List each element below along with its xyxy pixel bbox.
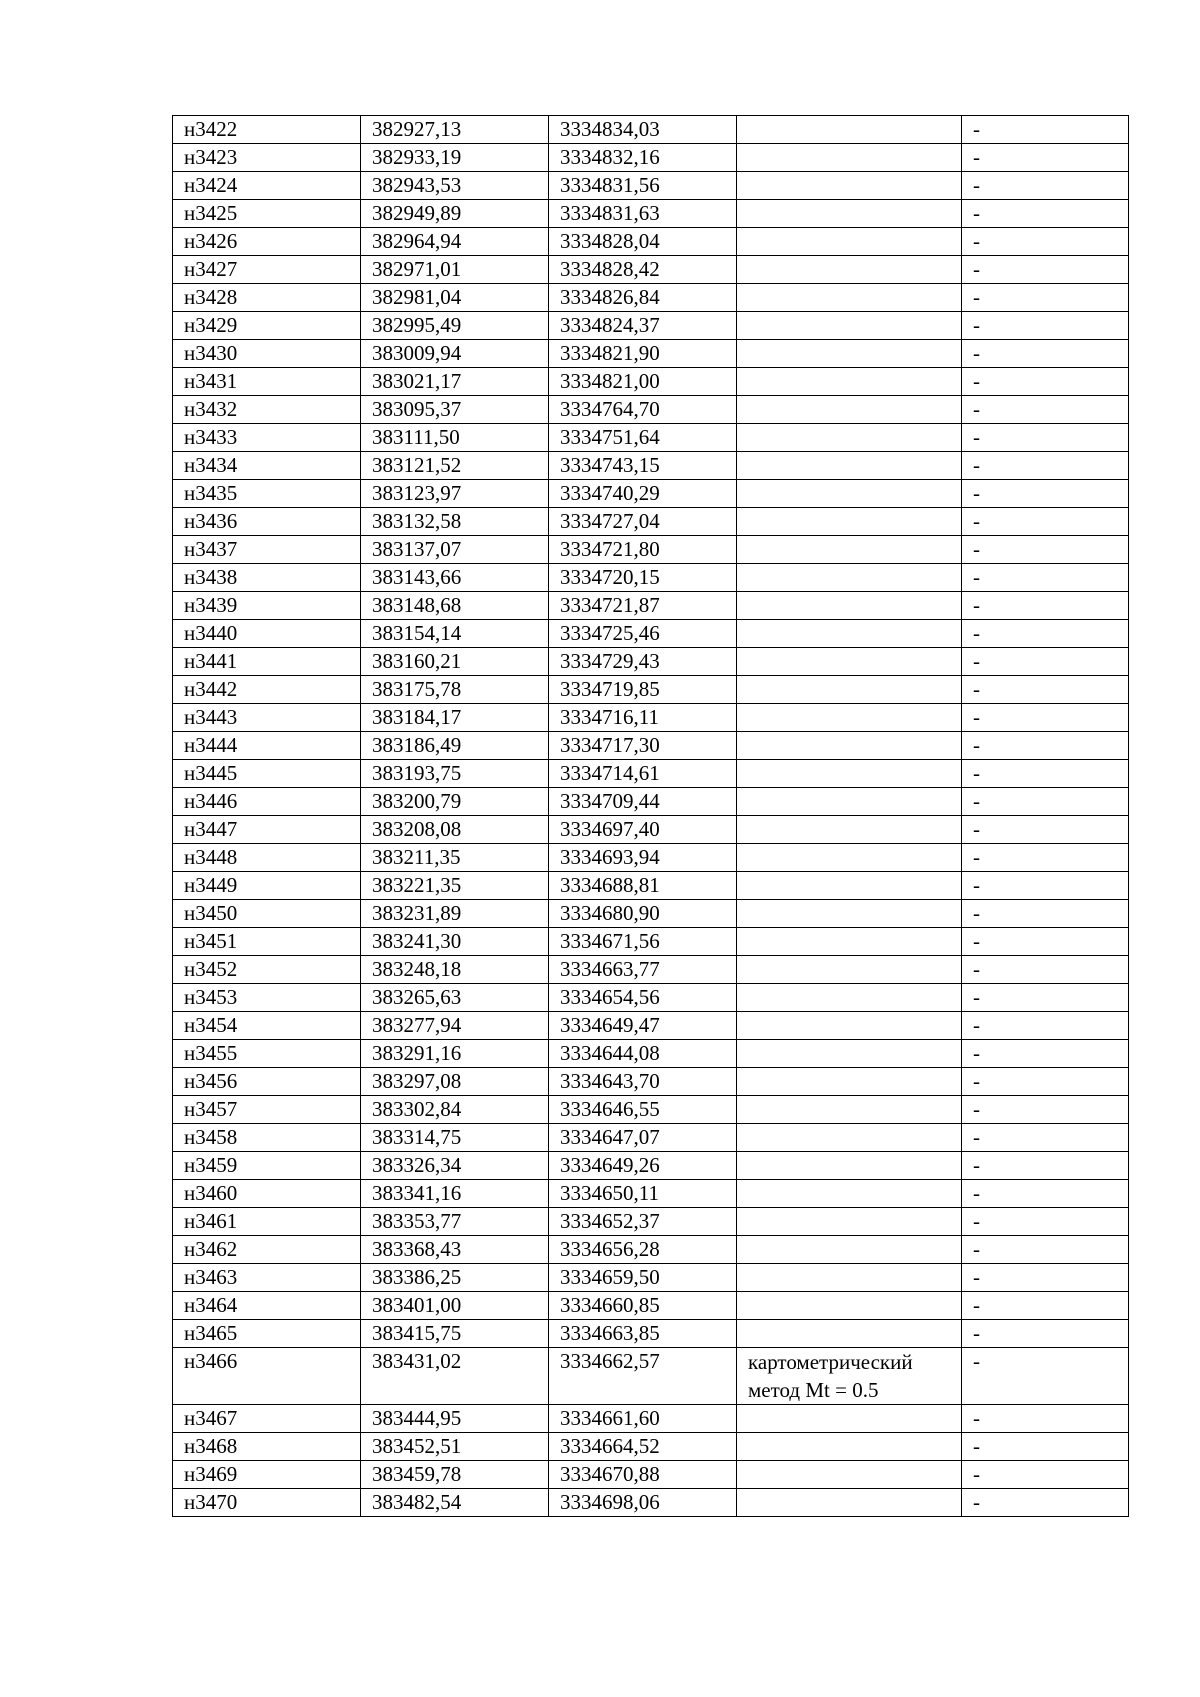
method-cell bbox=[737, 228, 962, 256]
x-coordinate-cell: 383021,17 bbox=[361, 368, 549, 396]
mark-cell: - bbox=[962, 1152, 1129, 1180]
x-coordinate-cell: 383341,16 bbox=[361, 1180, 549, 1208]
point-id-cell: н3423 bbox=[173, 144, 361, 172]
method-cell bbox=[737, 1012, 962, 1040]
mark-cell: - bbox=[962, 648, 1129, 676]
method-cell bbox=[737, 256, 962, 284]
mark-cell: - bbox=[962, 256, 1129, 284]
point-id-cell: н3437 bbox=[173, 536, 361, 564]
method-cell bbox=[737, 1124, 962, 1152]
mark-cell: - bbox=[962, 956, 1129, 984]
mark-cell: - bbox=[962, 788, 1129, 816]
x-coordinate-cell: 383386,25 bbox=[361, 1264, 549, 1292]
method-cell bbox=[737, 1320, 962, 1348]
method-cell bbox=[737, 116, 962, 144]
table-row bbox=[173, 1433, 1129, 1461]
table-row bbox=[173, 200, 1129, 228]
point-id-cell: н3456 bbox=[173, 1068, 361, 1096]
x-coordinate-cell: 383431,02 bbox=[361, 1348, 549, 1405]
point-id-cell: н3424 bbox=[173, 172, 361, 200]
mark-cell: - bbox=[962, 508, 1129, 536]
y-coordinate-cell: 3334671,56 bbox=[549, 928, 737, 956]
y-coordinate-cell: 3334698,06 bbox=[549, 1489, 737, 1517]
table-row bbox=[173, 284, 1129, 312]
table-row bbox=[173, 1152, 1129, 1180]
x-coordinate-cell: 382971,01 bbox=[361, 256, 549, 284]
coordinates-table bbox=[172, 115, 1129, 1517]
y-coordinate-cell: 3334688,81 bbox=[549, 872, 737, 900]
y-coordinate-cell: 3334751,64 bbox=[549, 424, 737, 452]
method-cell bbox=[737, 144, 962, 172]
mark-cell: - bbox=[962, 228, 1129, 256]
y-coordinate-cell: 3334656,28 bbox=[549, 1236, 737, 1264]
table-row bbox=[173, 620, 1129, 648]
method-cell bbox=[737, 704, 962, 732]
mark-cell: - bbox=[962, 1208, 1129, 1236]
table-row bbox=[173, 228, 1129, 256]
x-coordinate-cell: 383415,75 bbox=[361, 1320, 549, 1348]
mark-cell: - bbox=[962, 872, 1129, 900]
x-coordinate-cell: 382949,89 bbox=[361, 200, 549, 228]
method-cell bbox=[737, 1068, 962, 1096]
y-coordinate-cell: 3334654,56 bbox=[549, 984, 737, 1012]
x-coordinate-cell: 383459,78 bbox=[361, 1461, 549, 1489]
method-cell bbox=[737, 760, 962, 788]
x-coordinate-cell: 382943,53 bbox=[361, 172, 549, 200]
y-coordinate-cell: 3334729,43 bbox=[549, 648, 737, 676]
table-row bbox=[173, 536, 1129, 564]
y-coordinate-cell: 3334649,47 bbox=[549, 1012, 737, 1040]
method-cell bbox=[737, 564, 962, 592]
y-coordinate-cell: 3334709,44 bbox=[549, 788, 737, 816]
table-row bbox=[173, 1012, 1129, 1040]
table-row bbox=[173, 760, 1129, 788]
y-coordinate-cell: 3334649,26 bbox=[549, 1152, 737, 1180]
mark-cell: - bbox=[962, 1433, 1129, 1461]
table-row bbox=[173, 844, 1129, 872]
y-coordinate-cell: 3334652,37 bbox=[549, 1208, 737, 1236]
point-id-cell: н3452 bbox=[173, 956, 361, 984]
y-coordinate-cell: 3334727,04 bbox=[549, 508, 737, 536]
mark-cell: - bbox=[962, 760, 1129, 788]
mark-cell: - bbox=[962, 732, 1129, 760]
y-coordinate-cell: 3334647,07 bbox=[549, 1124, 737, 1152]
table-row bbox=[173, 872, 1129, 900]
x-coordinate-cell: 383291,16 bbox=[361, 1040, 549, 1068]
table-row bbox=[173, 704, 1129, 732]
method-cell bbox=[737, 1264, 962, 1292]
point-id-cell: н3445 bbox=[173, 760, 361, 788]
mark-cell: - bbox=[962, 116, 1129, 144]
y-coordinate-cell: 3334644,08 bbox=[549, 1040, 737, 1068]
method-cell bbox=[737, 1208, 962, 1236]
table-row bbox=[173, 676, 1129, 704]
y-coordinate-cell: 3334821,00 bbox=[549, 368, 737, 396]
point-id-cell: н3468 bbox=[173, 1433, 361, 1461]
y-coordinate-cell: 3334721,87 bbox=[549, 592, 737, 620]
table-row bbox=[173, 452, 1129, 480]
mark-cell: - bbox=[962, 1405, 1129, 1433]
table-row bbox=[173, 1348, 1129, 1405]
x-coordinate-cell: 383231,89 bbox=[361, 900, 549, 928]
table-row bbox=[173, 732, 1129, 760]
x-coordinate-cell: 383200,79 bbox=[361, 788, 549, 816]
x-coordinate-cell: 383009,94 bbox=[361, 340, 549, 368]
point-id-cell: н3459 bbox=[173, 1152, 361, 1180]
point-id-cell: н3462 bbox=[173, 1236, 361, 1264]
table-row bbox=[173, 592, 1129, 620]
x-coordinate-cell: 383248,18 bbox=[361, 956, 549, 984]
y-coordinate-cell: 3334714,61 bbox=[549, 760, 737, 788]
y-coordinate-cell: 3334831,63 bbox=[549, 200, 737, 228]
mark-cell: - bbox=[962, 1292, 1129, 1320]
point-id-cell: н3422 bbox=[173, 116, 361, 144]
point-id-cell: н3470 bbox=[173, 1489, 361, 1517]
table-row bbox=[173, 1208, 1129, 1236]
table-row bbox=[173, 424, 1129, 452]
table-row bbox=[173, 1405, 1129, 1433]
x-coordinate-cell: 383186,49 bbox=[361, 732, 549, 760]
table-row bbox=[173, 788, 1129, 816]
x-coordinate-cell: 383401,00 bbox=[361, 1292, 549, 1320]
x-coordinate-cell: 383221,35 bbox=[361, 872, 549, 900]
y-coordinate-cell: 3334721,80 bbox=[549, 536, 737, 564]
table-row bbox=[173, 648, 1129, 676]
point-id-cell: н3427 bbox=[173, 256, 361, 284]
mark-cell: - bbox=[962, 396, 1129, 424]
mark-cell: - bbox=[962, 592, 1129, 620]
y-coordinate-cell: 3334650,11 bbox=[549, 1180, 737, 1208]
method-cell bbox=[737, 424, 962, 452]
point-id-cell: н3446 bbox=[173, 788, 361, 816]
x-coordinate-cell: 383482,54 bbox=[361, 1489, 549, 1517]
point-id-cell: н3433 bbox=[173, 424, 361, 452]
y-coordinate-cell: 3334716,11 bbox=[549, 704, 737, 732]
method-cell bbox=[737, 1461, 962, 1489]
x-coordinate-cell: 382981,04 bbox=[361, 284, 549, 312]
point-id-cell: н3464 bbox=[173, 1292, 361, 1320]
mark-cell: - bbox=[962, 704, 1129, 732]
x-coordinate-cell: 383143,66 bbox=[361, 564, 549, 592]
point-id-cell: н3454 bbox=[173, 1012, 361, 1040]
coordinates-table-body bbox=[173, 116, 1129, 1517]
mark-cell: - bbox=[962, 480, 1129, 508]
method-cell bbox=[737, 648, 962, 676]
x-coordinate-cell: 383265,63 bbox=[361, 984, 549, 1012]
table-row bbox=[173, 256, 1129, 284]
y-coordinate-cell: 3334663,77 bbox=[549, 956, 737, 984]
mark-cell: - bbox=[962, 1096, 1129, 1124]
table-row bbox=[173, 1068, 1129, 1096]
y-coordinate-cell: 3334740,29 bbox=[549, 480, 737, 508]
point-id-cell: н3458 bbox=[173, 1124, 361, 1152]
method-cell bbox=[737, 900, 962, 928]
table-row bbox=[173, 144, 1129, 172]
point-id-cell: н3431 bbox=[173, 368, 361, 396]
y-coordinate-cell: 3334646,55 bbox=[549, 1096, 737, 1124]
y-coordinate-cell: 3334764,70 bbox=[549, 396, 737, 424]
point-id-cell: н3447 bbox=[173, 816, 361, 844]
method-cell bbox=[737, 1405, 962, 1433]
mark-cell: - bbox=[962, 900, 1129, 928]
table-row bbox=[173, 1040, 1129, 1068]
method-cell bbox=[737, 536, 962, 564]
method-cell bbox=[737, 1096, 962, 1124]
method-cell bbox=[737, 788, 962, 816]
table-row bbox=[173, 900, 1129, 928]
y-coordinate-cell: 3334831,56 bbox=[549, 172, 737, 200]
method-cell bbox=[737, 984, 962, 1012]
x-coordinate-cell: 383314,75 bbox=[361, 1124, 549, 1152]
mark-cell: - bbox=[962, 144, 1129, 172]
x-coordinate-cell: 383175,78 bbox=[361, 676, 549, 704]
x-coordinate-cell: 383444,95 bbox=[361, 1405, 549, 1433]
method-cell bbox=[737, 1433, 962, 1461]
x-coordinate-cell: 383123,97 bbox=[361, 480, 549, 508]
table-row bbox=[173, 956, 1129, 984]
mark-cell: - bbox=[962, 368, 1129, 396]
point-id-cell: н3466 bbox=[173, 1348, 361, 1405]
table-row bbox=[173, 564, 1129, 592]
mark-cell: - bbox=[962, 172, 1129, 200]
x-coordinate-cell: 383208,08 bbox=[361, 816, 549, 844]
table-row bbox=[173, 1180, 1129, 1208]
y-coordinate-cell: 3334659,50 bbox=[549, 1264, 737, 1292]
method-cell bbox=[737, 396, 962, 424]
point-id-cell: н3450 bbox=[173, 900, 361, 928]
mark-cell: - bbox=[962, 564, 1129, 592]
table-row bbox=[173, 1461, 1129, 1489]
mark-cell: - bbox=[962, 452, 1129, 480]
method-cell bbox=[737, 508, 962, 536]
mark-cell: - bbox=[962, 1320, 1129, 1348]
mark-cell: - bbox=[962, 284, 1129, 312]
x-coordinate-cell: 383137,07 bbox=[361, 536, 549, 564]
table-row bbox=[173, 312, 1129, 340]
method-cell bbox=[737, 480, 962, 508]
y-coordinate-cell: 3334821,90 bbox=[549, 340, 737, 368]
method-cell bbox=[737, 844, 962, 872]
method-cell bbox=[737, 452, 962, 480]
method-cell bbox=[737, 872, 962, 900]
y-coordinate-cell: 3334680,90 bbox=[549, 900, 737, 928]
table-row bbox=[173, 816, 1129, 844]
y-coordinate-cell: 3334834,03 bbox=[549, 116, 737, 144]
mark-cell: - bbox=[962, 424, 1129, 452]
mark-cell: - bbox=[962, 676, 1129, 704]
method-cell bbox=[737, 816, 962, 844]
x-coordinate-cell: 383160,21 bbox=[361, 648, 549, 676]
mark-cell: - bbox=[962, 1040, 1129, 1068]
point-id-cell: н3469 bbox=[173, 1461, 361, 1489]
y-coordinate-cell: 3334660,85 bbox=[549, 1292, 737, 1320]
table-row bbox=[173, 984, 1129, 1012]
y-coordinate-cell: 3334743,15 bbox=[549, 452, 737, 480]
point-id-cell: н3457 bbox=[173, 1096, 361, 1124]
y-coordinate-cell: 3334643,70 bbox=[549, 1068, 737, 1096]
y-coordinate-cell: 3334828,04 bbox=[549, 228, 737, 256]
x-coordinate-cell: 383297,08 bbox=[361, 1068, 549, 1096]
y-coordinate-cell: 3334697,40 bbox=[549, 816, 737, 844]
y-coordinate-cell: 3334662,57 bbox=[549, 1348, 737, 1405]
point-id-cell: н3461 bbox=[173, 1208, 361, 1236]
y-coordinate-cell: 3334663,85 bbox=[549, 1320, 737, 1348]
x-coordinate-cell: 382933,19 bbox=[361, 144, 549, 172]
point-id-cell: н3449 bbox=[173, 872, 361, 900]
x-coordinate-cell: 383111,50 bbox=[361, 424, 549, 452]
point-id-cell: н3429 bbox=[173, 312, 361, 340]
point-id-cell: н3425 bbox=[173, 200, 361, 228]
method-cell bbox=[737, 172, 962, 200]
x-coordinate-cell: 383302,84 bbox=[361, 1096, 549, 1124]
mark-cell: - bbox=[962, 1489, 1129, 1517]
point-id-cell: н3463 bbox=[173, 1264, 361, 1292]
y-coordinate-cell: 3334693,94 bbox=[549, 844, 737, 872]
x-coordinate-cell: 383277,94 bbox=[361, 1012, 549, 1040]
method-cell bbox=[737, 340, 962, 368]
x-coordinate-cell: 383154,14 bbox=[361, 620, 549, 648]
x-coordinate-cell: 383353,77 bbox=[361, 1208, 549, 1236]
table-row bbox=[173, 1236, 1129, 1264]
x-coordinate-cell: 383241,30 bbox=[361, 928, 549, 956]
point-id-cell: н3428 bbox=[173, 284, 361, 312]
point-id-cell: н3465 bbox=[173, 1320, 361, 1348]
point-id-cell: н3442 bbox=[173, 676, 361, 704]
point-id-cell: н3448 bbox=[173, 844, 361, 872]
point-id-cell: н3455 bbox=[173, 1040, 361, 1068]
method-cell: картометрический метод Mt = 0.5 bbox=[737, 1348, 962, 1405]
point-id-cell: н3467 bbox=[173, 1405, 361, 1433]
method-cell bbox=[737, 956, 962, 984]
table-row bbox=[173, 172, 1129, 200]
y-coordinate-cell: 3334664,52 bbox=[549, 1433, 737, 1461]
method-cell bbox=[737, 1489, 962, 1517]
point-id-cell: н3451 bbox=[173, 928, 361, 956]
mark-cell: - bbox=[962, 984, 1129, 1012]
x-coordinate-cell: 382927,13 bbox=[361, 116, 549, 144]
mark-cell: - bbox=[962, 1236, 1129, 1264]
point-id-cell: н3460 bbox=[173, 1180, 361, 1208]
table-row bbox=[173, 1264, 1129, 1292]
y-coordinate-cell: 3334832,16 bbox=[549, 144, 737, 172]
method-cell bbox=[737, 368, 962, 396]
x-coordinate-cell: 383211,35 bbox=[361, 844, 549, 872]
x-coordinate-cell: 382964,94 bbox=[361, 228, 549, 256]
mark-cell: - bbox=[962, 312, 1129, 340]
point-id-cell: н3432 bbox=[173, 396, 361, 424]
x-coordinate-cell: 383326,34 bbox=[361, 1152, 549, 1180]
method-cell bbox=[737, 1040, 962, 1068]
table-row bbox=[173, 1292, 1129, 1320]
method-cell bbox=[737, 200, 962, 228]
x-coordinate-cell: 383148,68 bbox=[361, 592, 549, 620]
table-row bbox=[173, 928, 1129, 956]
mark-cell: - bbox=[962, 1264, 1129, 1292]
method-cell bbox=[737, 1292, 962, 1320]
method-cell bbox=[737, 284, 962, 312]
mark-cell: - bbox=[962, 200, 1129, 228]
method-cell bbox=[737, 1236, 962, 1264]
x-coordinate-cell: 382995,49 bbox=[361, 312, 549, 340]
point-id-cell: н3453 bbox=[173, 984, 361, 1012]
point-id-cell: н3430 bbox=[173, 340, 361, 368]
y-coordinate-cell: 3334670,88 bbox=[549, 1461, 737, 1489]
point-id-cell: н3443 bbox=[173, 704, 361, 732]
mark-cell: - bbox=[962, 1461, 1129, 1489]
mark-cell: - bbox=[962, 536, 1129, 564]
mark-cell: - bbox=[962, 1348, 1129, 1405]
mark-cell: - bbox=[962, 1068, 1129, 1096]
y-coordinate-cell: 3334725,46 bbox=[549, 620, 737, 648]
point-id-cell: н3435 bbox=[173, 480, 361, 508]
table-row bbox=[173, 368, 1129, 396]
table-row bbox=[173, 480, 1129, 508]
x-coordinate-cell: 383368,43 bbox=[361, 1236, 549, 1264]
x-coordinate-cell: 383452,51 bbox=[361, 1433, 549, 1461]
table-row bbox=[173, 340, 1129, 368]
method-cell bbox=[737, 676, 962, 704]
method-cell bbox=[737, 620, 962, 648]
y-coordinate-cell: 3334717,30 bbox=[549, 732, 737, 760]
table-row bbox=[173, 1489, 1129, 1517]
mark-cell: - bbox=[962, 816, 1129, 844]
table-row bbox=[173, 396, 1129, 424]
mark-cell: - bbox=[962, 1180, 1129, 1208]
method-cell bbox=[737, 928, 962, 956]
x-coordinate-cell: 383095,37 bbox=[361, 396, 549, 424]
method-cell bbox=[737, 592, 962, 620]
y-coordinate-cell: 3334828,42 bbox=[549, 256, 737, 284]
y-coordinate-cell: 3334661,60 bbox=[549, 1405, 737, 1433]
x-coordinate-cell: 383184,17 bbox=[361, 704, 549, 732]
method-cell bbox=[737, 1180, 962, 1208]
mark-cell: - bbox=[962, 1012, 1129, 1040]
point-id-cell: н3436 bbox=[173, 508, 361, 536]
mark-cell: - bbox=[962, 1124, 1129, 1152]
point-id-cell: н3426 bbox=[173, 228, 361, 256]
y-coordinate-cell: 3334719,85 bbox=[549, 676, 737, 704]
mark-cell: - bbox=[962, 928, 1129, 956]
table-row bbox=[173, 1096, 1129, 1124]
table-row bbox=[173, 1320, 1129, 1348]
table-row bbox=[173, 508, 1129, 536]
x-coordinate-cell: 383121,52 bbox=[361, 452, 549, 480]
point-id-cell: н3440 bbox=[173, 620, 361, 648]
method-cell bbox=[737, 312, 962, 340]
point-id-cell: н3434 bbox=[173, 452, 361, 480]
method-cell bbox=[737, 1152, 962, 1180]
y-coordinate-cell: 3334826,84 bbox=[549, 284, 737, 312]
y-coordinate-cell: 3334720,15 bbox=[549, 564, 737, 592]
table-row bbox=[173, 1124, 1129, 1152]
method-cell bbox=[737, 732, 962, 760]
point-id-cell: н3441 bbox=[173, 648, 361, 676]
table-row bbox=[173, 116, 1129, 144]
mark-cell: - bbox=[962, 844, 1129, 872]
point-id-cell: н3439 bbox=[173, 592, 361, 620]
y-coordinate-cell: 3334824,37 bbox=[549, 312, 737, 340]
x-coordinate-cell: 383193,75 bbox=[361, 760, 549, 788]
mark-cell: - bbox=[962, 340, 1129, 368]
point-id-cell: н3438 bbox=[173, 564, 361, 592]
point-id-cell: н3444 bbox=[173, 732, 361, 760]
x-coordinate-cell: 383132,58 bbox=[361, 508, 549, 536]
mark-cell: - bbox=[962, 620, 1129, 648]
